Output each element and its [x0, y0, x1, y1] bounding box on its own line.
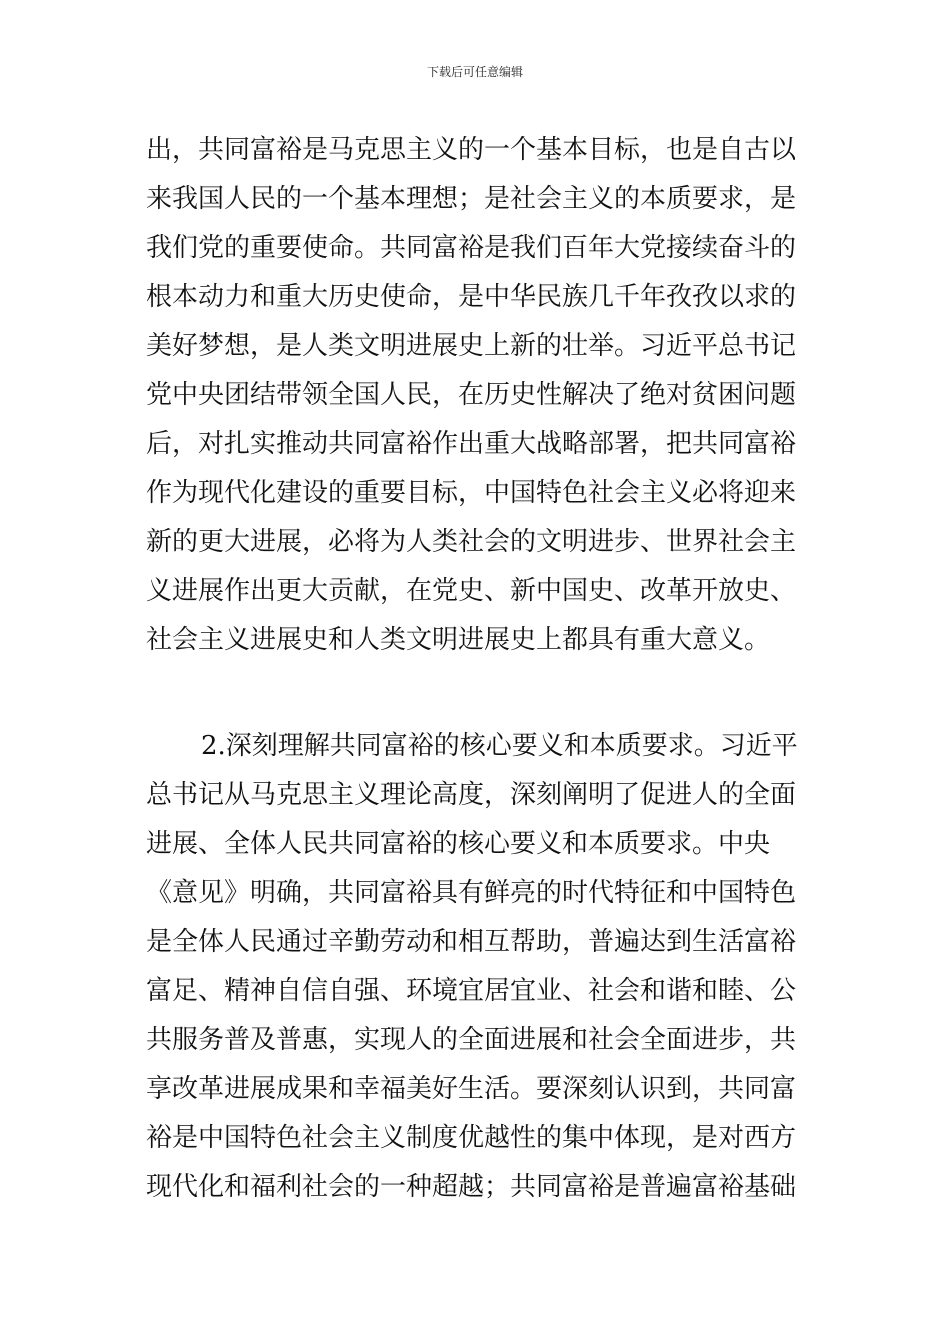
paragraph-1	[146, 126, 806, 665]
text-line: 是全体人民通过辛勤劳动和相互帮助，普遍达到生活富裕	[146, 927, 797, 957]
text-line: 社会主义进展史和人类文明进展史上都具有重大意义。	[146, 625, 771, 655]
text-line: 根本动力和重大历史使命，是中华民族几千年孜孜以求的	[146, 282, 797, 312]
text-line: 后，对扎实推动共同富裕作出重大战略部署，把共同富裕	[146, 429, 797, 459]
text-line: 出，共同富裕是马克思主义的一个基本目标，也是自古以	[146, 135, 797, 165]
paragraph-2	[146, 722, 806, 1212]
text-line: 进展、全体人民共同富裕的核心要义和本质要求。中央	[146, 829, 771, 859]
text-line-first: 2.深刻理解共同富裕的核心要义和本质要求。习近平	[201, 731, 798, 761]
text-line: 来我国人民的一个基本理想；是社会主义的本质要求，是	[146, 184, 797, 214]
text-line: 享改革进展成果和幸福美好生活。要深刻认识到，共同富	[146, 1074, 797, 1104]
text-line: 现代化和福利社会的一种超越；共同富裕是普遍富裕基础	[146, 1172, 797, 1202]
text-line: 美好梦想，是人类文明进展史上新的壮举。习近平总书记	[146, 331, 797, 361]
text-line: 义进展作出更大贡献，在党史、新中国史、改革开放史、	[146, 576, 797, 606]
text-line: 我们党的重要使命。共同富裕是我们百年大党接续奋斗的	[146, 233, 797, 263]
text-line: 共服务普及普惠，实现人的全面进展和社会全面进步，共	[146, 1025, 797, 1055]
text-line: 裕是中国特色社会主义制度优越性的集中体现，是对西方	[146, 1123, 797, 1153]
text-line: 党中央团结带领全国人民，在历史性解决了绝对贫困问题	[146, 380, 797, 410]
text-line: 作为现代化建设的重要目标，中国特色社会主义必将迎来	[146, 478, 797, 508]
text-line: 《意见》明确，共同富裕具有鲜亮的时代特征和中国特色	[146, 878, 797, 908]
page-header: 下载后可任意编辑	[426, 65, 523, 79]
text-line: 富足、精神自信自强、环境宜居宜业、社会和谐和睦、公	[146, 976, 797, 1006]
text-line: 新的更大进展，必将为人类社会的文明进步、世界社会主	[146, 527, 797, 557]
text-line: 总书记从马克思主义理论高度，深刻阐明了促进人的全面	[146, 780, 797, 810]
